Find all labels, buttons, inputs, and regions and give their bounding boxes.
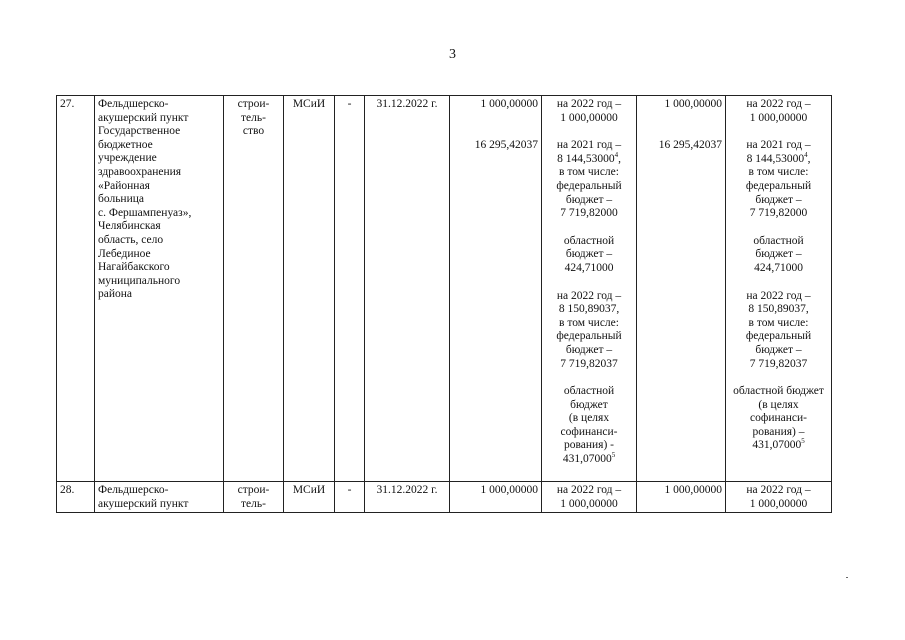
fin-text: софинанси-	[750, 412, 807, 425]
fin-text: (в целях	[568, 412, 610, 425]
fin-text: 1 000,00000	[560, 111, 618, 124]
fin-text: бюджет –	[755, 343, 802, 356]
fin-text: софинанси-	[560, 425, 618, 438]
fin-value: 8 144,53000	[557, 152, 615, 165]
fin-text: 7 719,82000	[560, 207, 618, 220]
name-line: Лебединое	[98, 247, 151, 260]
amount-cell	[450, 96, 542, 482]
footnote-mark: 5	[801, 437, 805, 446]
row-number: 27.	[60, 98, 75, 110]
work-type-line: тель-	[241, 111, 266, 124]
name-line: муниципального	[98, 274, 181, 287]
work-type-cell	[224, 482, 284, 513]
name-line: учреждение	[98, 152, 157, 165]
financing-cell	[542, 482, 637, 513]
fin-text: 7 719,82037	[560, 357, 618, 370]
deadline-date: 31.12.2022 г.	[376, 98, 438, 110]
name-line: Нагайбакского	[98, 261, 170, 274]
financing-cell	[726, 96, 832, 482]
amount-value: 1 000,00000	[664, 98, 722, 110]
agency-cell	[284, 96, 335, 482]
fin-text: в том числе:	[748, 166, 809, 179]
fin-text: 1 000,00000	[560, 497, 618, 510]
scan-speck	[846, 577, 848, 578]
fin-text	[729, 150, 828, 167]
name-line: акушерский пункт	[98, 111, 189, 124]
name-line: бюджетное	[98, 138, 153, 151]
date-cell	[365, 482, 450, 513]
name-line: больница	[98, 193, 144, 206]
footnote-mark: 4	[804, 150, 808, 159]
row-number-cell	[57, 96, 95, 482]
fin-text: 8 150,89037,	[748, 303, 809, 316]
fin-text: в том числе:	[748, 316, 809, 329]
name-line: района	[98, 288, 133, 301]
fin-text: 1 000,00000	[749, 111, 808, 124]
fin-value: 431,07000	[562, 453, 612, 466]
fin-text: в том числе:	[559, 316, 619, 329]
work-type-line: тель-	[241, 497, 266, 510]
row-number: 28.	[60, 484, 75, 496]
fin-text: 7 719,82037	[749, 357, 808, 370]
fin-value: 431,07000	[752, 439, 802, 452]
name-line: Челябинская	[98, 220, 161, 233]
work-type-line: ство	[242, 125, 265, 138]
fin-text: областной бюджет	[733, 385, 824, 398]
fin-text: бюджет –	[565, 343, 613, 356]
fin-value: 8 144,53000	[746, 152, 805, 165]
amount-cell	[450, 482, 542, 513]
fin-text: федеральный	[556, 179, 622, 192]
name-line: область, село	[98, 233, 164, 246]
name-line: здравоохранения	[98, 165, 182, 178]
objects-table	[56, 95, 832, 513]
dash: -	[347, 98, 352, 110]
fin-text: 424,71000	[754, 261, 803, 274]
fin-text: областной	[563, 234, 615, 247]
name-line: Государственное	[98, 125, 181, 138]
agency: МСиИ	[292, 98, 326, 110]
dash: -	[347, 484, 352, 496]
name-line: акушерский пункт	[98, 497, 189, 510]
fin-text: бюджет –	[755, 193, 802, 206]
fin-text: на 2022 год –	[746, 289, 811, 302]
work-type-line: строи-	[237, 484, 270, 496]
amount-value: 1 000,00000	[480, 484, 538, 496]
fin-text: федеральный	[745, 179, 812, 192]
name-line: «Районная	[98, 179, 150, 192]
fin-text: 8 150,89037,	[558, 303, 620, 316]
fin-text: в том числе:	[559, 166, 619, 179]
amount-cell	[637, 482, 726, 513]
fin-text	[545, 453, 633, 467]
fin-text	[729, 439, 828, 453]
fin-text: 8 144,53000$^4$,	[557, 150, 621, 165]
deadline-date: 31.12.2022 г.	[376, 484, 438, 496]
row-number-cell	[57, 482, 95, 513]
dash-cell	[335, 482, 365, 513]
fin-text: (в целях	[758, 398, 799, 411]
fin-text: 1 000,00000	[749, 497, 808, 510]
date-cell	[365, 96, 450, 482]
fin-text: рования) -	[563, 439, 614, 452]
footnote-mark: 4	[614, 150, 619, 159]
fin-text: федеральный	[745, 330, 812, 343]
page-number: 3	[449, 47, 456, 62]
fin-value: ,	[807, 152, 811, 165]
agency-cell	[284, 482, 335, 513]
fin-text: бюджет –	[755, 248, 802, 261]
fin-text: рования) –	[752, 425, 805, 438]
amount-value: 1 000,00000	[664, 484, 722, 496]
work-type-cell	[224, 96, 284, 482]
table-row	[57, 482, 832, 513]
fin-text: на 2022 год –	[746, 484, 811, 496]
dash-cell	[335, 96, 365, 482]
fin-text: на 2022 год –	[556, 289, 622, 302]
amount-value: 1 000,00000	[480, 98, 538, 110]
table-row	[57, 96, 832, 482]
work-type-line: строи-	[237, 98, 270, 110]
financing-cell	[542, 96, 637, 482]
fin-text: бюджет –	[565, 193, 613, 206]
fin-text: на 2021 год –	[556, 139, 622, 152]
fin-text: на 2022 год –	[746, 98, 811, 110]
fin-text: федеральный	[556, 330, 622, 343]
name-line: Фельдшерско-	[98, 484, 169, 496]
fin-text: на 2021 год –	[746, 139, 811, 152]
amount-value: 16 295,42037	[474, 138, 538, 151]
fin-text: областной	[753, 234, 804, 247]
financing-cell	[726, 482, 832, 513]
name-line: с. Фершампенуаз»,	[98, 206, 192, 219]
amount-cell	[637, 96, 726, 482]
fin-text: на 2022 год –	[556, 98, 622, 110]
fin-text: 7 719,82000	[749, 207, 808, 220]
object-name-cell	[95, 96, 224, 482]
fin-text: областной бюджет	[563, 385, 615, 411]
amount-value: 16 295,42037	[658, 138, 722, 151]
object-name-cell	[95, 482, 224, 513]
name-line: Фельдшерско-	[98, 98, 169, 110]
fin-text: бюджет –	[565, 248, 613, 261]
agency: МСиИ	[292, 484, 326, 496]
footnote-mark: 5	[611, 451, 616, 460]
fin-text: на 2022 год –	[556, 484, 622, 496]
fin-text: 424,71000	[564, 261, 614, 274]
